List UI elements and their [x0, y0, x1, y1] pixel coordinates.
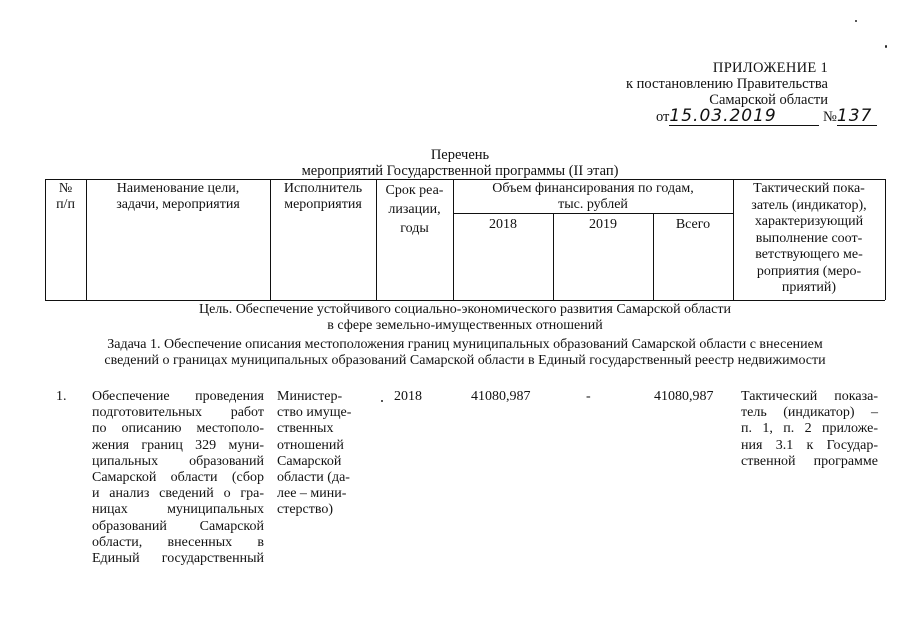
header-col-name: Наименование цели, задачи, мероприятия [116, 181, 240, 212]
decree-date-line [656, 108, 886, 126]
row-name: Обеспечение проведения подготовительных работ по описанию местополо- жения границ 329 муни- ципальных образований Самарской области (сбор и анализ сведений о гра- ницах муниципальных образований Самарской области, внесенных в Единый государственный [92, 389, 264, 567]
scan-speck [885, 45, 887, 48]
decree-number: 137 [836, 106, 873, 126]
date-prefix: от [656, 109, 670, 125]
list-title-line: мероприятий Государственной программы (II этап) [301, 163, 619, 179]
number-prefix: № [823, 109, 837, 125]
header-col-funding: Объем финансирования по годам, тыс. рублей [492, 181, 694, 212]
row-executor: Министер- ство имуще- ственных отношений Самарской области (да- лее – мини- стерство) [277, 389, 352, 518]
row-funding-total: 41080,987 [654, 389, 714, 404]
header-col-number: № п/п [56, 181, 75, 212]
appendix-heading [600, 60, 828, 108]
task-heading: Задача 1. Обеспечение описания местоположения границ муниципальных образований Самарской области с внесением сведений о границах муниципальных образований Самарской области в Единый государственный реестр недвижимости [104, 337, 826, 368]
header-col-2018: 2018 [489, 217, 517, 232]
appendix-line: к постановлению Правительства [626, 76, 828, 92]
row-term: 2018 [394, 389, 422, 404]
list-title-line: Перечень [430, 147, 490, 163]
scan-speck [855, 20, 857, 22]
header-col-total: Всего [675, 217, 711, 232]
header-col-indicator: Тактический пока- затель (индикатор), характеризующий выполнение соот- ветствующего ме- роприятия (меро- приятий) [751, 181, 867, 295]
list-title [260, 147, 660, 179]
row-funding-2019: - [586, 389, 591, 404]
goal-heading: Цель. Обеспечение устойчивого социально-экономического развития Самарской области в сфере земельно-имущественных отношений [199, 302, 731, 333]
row-funding-2018: 41080,987 [471, 389, 531, 404]
appendix-line: ПРИЛОЖЕНИЕ 1 [712, 60, 828, 76]
header-col-term: Срок реа- лизации, годы [385, 183, 444, 236]
appendix-line: Самарской области [709, 92, 828, 108]
decree-date: 15.03.2019 [669, 106, 777, 126]
row-number: 1. [56, 389, 67, 404]
header-col-2019: 2019 [589, 217, 617, 232]
header-col-executor: Исполнитель мероприятия [283, 181, 363, 212]
scan-speck [381, 400, 383, 402]
row-indicator: Тактический показа- тель (индикатор) – п. 1, п. 2 приложе- ния 3.1 к Государ- ственной программе [741, 389, 878, 469]
